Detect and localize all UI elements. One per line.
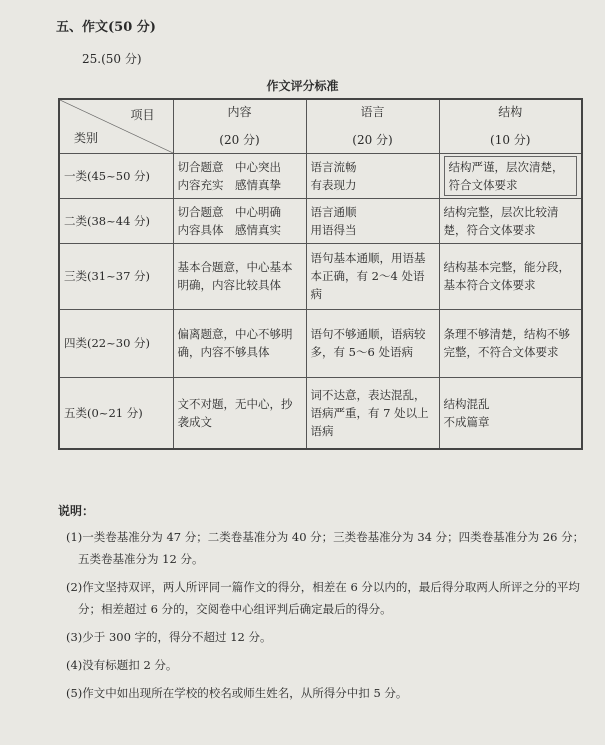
row-category: 一类(45~50 分): [59, 153, 173, 198]
notes-heading: 说明：: [58, 504, 95, 518]
row-content: 文不对题，无中心，抄袭成文: [173, 377, 306, 449]
row-structure: 结构混乱 不成篇章: [439, 377, 582, 449]
row-language: 语句基本通顺，用语基本正确，有 2～4 处语病: [306, 243, 439, 309]
header-diagonal-cell: [59, 99, 173, 153]
header-content-name: 内容: [227, 105, 252, 120]
table-row: [59, 243, 582, 309]
row-content: 切合题意 中心突出 内容充实 感情真挚: [173, 153, 306, 198]
header-content-score: (20 分): [219, 133, 260, 148]
table-title: 作文评分标准: [266, 79, 339, 93]
row-content: 切合题意 中心明确 内容具体 感情真实: [173, 198, 306, 243]
header-category-label: 类别: [74, 130, 99, 145]
row-structure: 结构完整，层次比较清楚，符合文体要求: [439, 198, 582, 243]
row-language: 语言流畅 有表现力: [306, 153, 439, 198]
note-item: (3)少于 300 字的，得分不超过 12 分。: [66, 630, 272, 644]
section-title: 五、作文(50 分): [56, 20, 156, 35]
note-item: (1)一类卷基准分为 47 分；二类卷基准分为 40 分；三类卷基准分为 34 分；四类卷基准分为 26 分；五类卷基准分为 12 分。: [66, 530, 585, 566]
row-structure: [439, 153, 582, 198]
table-row: [59, 198, 582, 243]
row-content: 偏离题意，中心不够明确，内容不够具体: [173, 309, 306, 377]
header-language: [306, 99, 439, 153]
note-item: (2)作文坚持双评，两人所评同一篇作文的得分，相差在 6 分以内的，最后得分取两人所评之分的平均分；相差超过 6 分的，交阅卷中心组评判后确定最后的得分。: [66, 580, 580, 616]
header-content: [173, 99, 306, 153]
row-category: 四类(22~30 分): [59, 309, 173, 377]
row-content: 基本合题意，中心基本明确，内容比较具体: [173, 243, 306, 309]
note-item: (5)作文中如出现所在学校的校名或师生姓名，从所得分中扣 5 分。: [66, 686, 408, 700]
row-language: 词不达意，表达混乱，语病严重，有 7 处以上语病: [306, 377, 439, 449]
header-language-score: (20 分): [352, 133, 393, 148]
row-structure-text: 结构严谨，层次清楚，符合文体要求: [444, 156, 578, 196]
header-item-label: 项目: [130, 108, 155, 122]
question-number: 25.(50 分): [82, 52, 142, 66]
table-header-row: [59, 99, 582, 153]
row-language: 语言通顺 用语得当: [306, 198, 439, 243]
row-structure: 结构基本完整，能分段，基本符合文体要求: [439, 243, 582, 309]
row-language: 语句不够通顺，语病较多，有 5～6 处语病: [306, 309, 439, 377]
header-structure: [439, 99, 582, 153]
scoring-table: [58, 98, 583, 450]
header-structure-name: 结构: [498, 105, 523, 120]
note-item: (4)没有标题扣 2 分。: [66, 658, 178, 672]
header-language-name: 语言: [360, 105, 385, 120]
table-row: [59, 153, 582, 198]
row-category: 五类(0~21 分): [59, 377, 173, 449]
row-category: 二类(38~44 分): [59, 198, 173, 243]
table-row: [59, 377, 582, 449]
table-row: [59, 309, 582, 377]
row-category: 三类(31~37 分): [59, 243, 173, 309]
notes-section: [58, 500, 588, 710]
header-structure-score: (10 分): [490, 133, 531, 148]
row-structure: 条理不够清楚，结构不够完整，不符合文体要求: [439, 309, 582, 377]
